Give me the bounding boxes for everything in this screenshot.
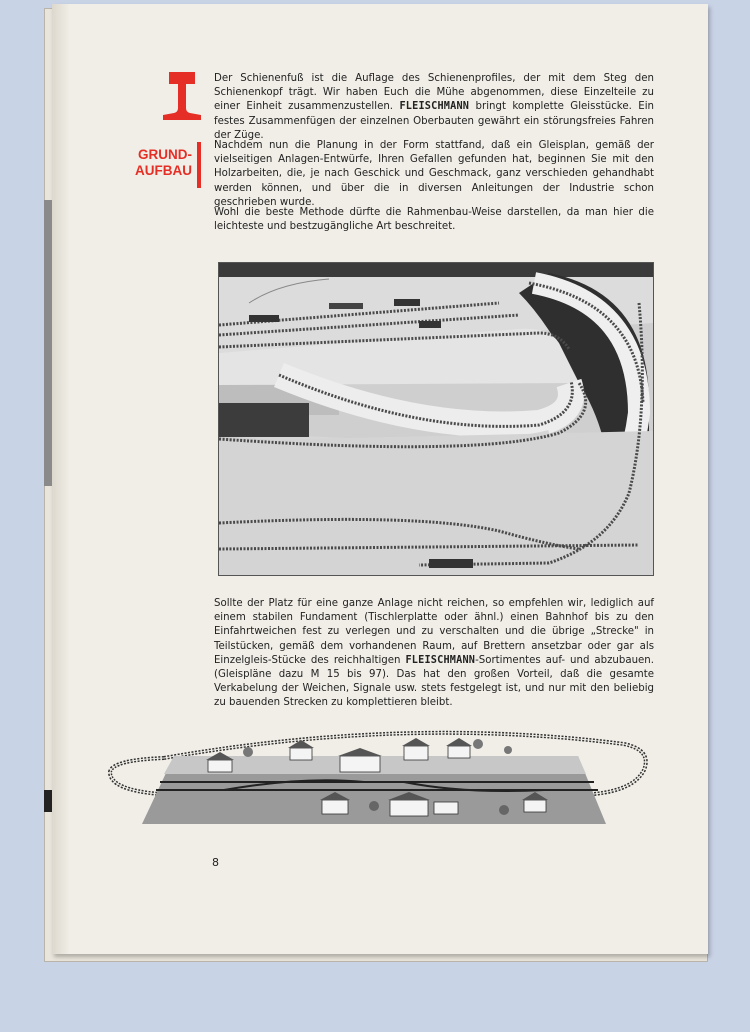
section-label-line1: GRUND- — [138, 147, 192, 162]
station-layout-illustration — [104, 720, 650, 828]
edge-tab-mark — [44, 200, 52, 486]
section-label — [128, 147, 192, 179]
paragraph-frame-method: Wohl die beste Methode dürfte die Rahmenbau-Weise darstellen, da man hier die leichteste und bestzugängliche Art beschreitet. — [214, 207, 654, 233]
text-span: Sollte der Platz für eine ganze Anlage nicht reichen, so empfehlen wir, lediglich auf einem stabilen Fundament (Tischlerplatte oder ähnl.) einen Bahnhof bis zu den Einfahrtweichen fest zu verlegen und zu verschalten und die übrige „Strecke" in Teilstücken, gemäß dem vorhandenen Raum, auf Brettern ansetzbar oder gar als Einzelgleis-Stücke des reichhaltigen — [214, 598, 654, 666]
paragraph-rail-intro — [214, 72, 654, 143]
brand-name: FLEISCHMANN — [399, 101, 470, 113]
brand-name: FLEISCHMANN — [405, 654, 476, 666]
section-label-line2: AUFBAU — [135, 163, 192, 178]
rail-profile-icon — [161, 70, 203, 122]
paragraph-small-space — [214, 597, 654, 711]
text-span: bringt komplette Gleisstücke. Ein festes Zusammenfügen der einzelnen Oberbauten gewährt ein störungsfreies Fahren der Züge. — [214, 101, 654, 141]
page-spine-shadow — [52, 4, 70, 954]
edge-tab-mark — [44, 790, 52, 812]
text-span: Der Schienenfuß ist die Auflage des Schienenprofiles, der mit dem Steg den Schienenkopf trägt. Wir haben Euch die Mühe abgenommen, diese Einzelteile zu einer Einheit zusammenzustellen. — [214, 73, 654, 113]
layout-construction-photo — [218, 262, 654, 576]
section-marker-bar — [197, 142, 201, 188]
page-number: 8 — [212, 856, 219, 869]
text-span: -Sortimentes auf- und abzubauen. (Gleispläne dazu M 15 bis 97). Das hat den großen Vorteil, daß die gesamte Verkabelung der Weichen, Signale usw. stets festgelegt ist, und nur mit den beliebig zu bauenden Strecken zu komplettieren bleibt. — [214, 654, 654, 709]
paragraph-planning: Nachdem nun die Planung in der Form stattfand, daß ein Gleisplan, gemäß der vielseitigen Anlagen-Entwürfe, Ihren Gefallen gefunden hat, beginnen Sie mit den Holzarbeiten, die, je nach Geschick und Geschmack, ganz verschieden gehandhabt werden können, und über die in diversen Anleitungen der Industrie schon geschrieben wurde. — [214, 140, 654, 208]
